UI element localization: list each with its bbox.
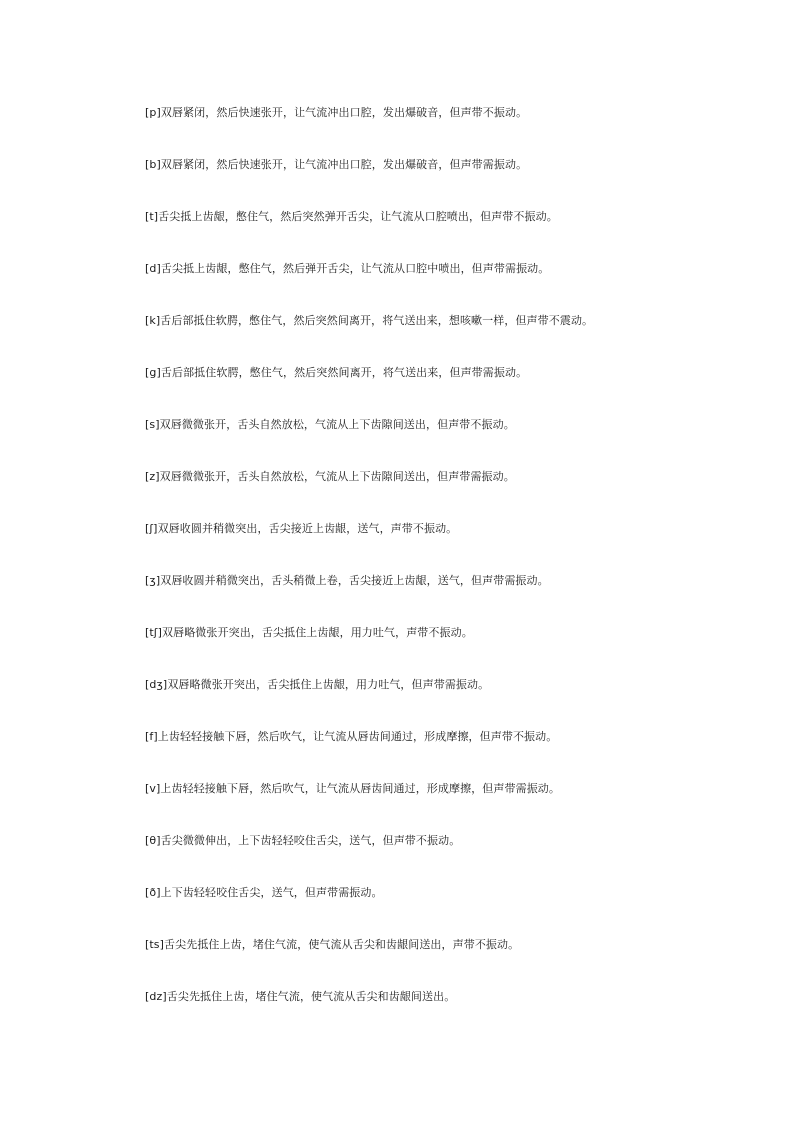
phoneme-line-z: [z]双唇微微张开，舌头自然放松，气流从上下齿隙间送出，但声带需振动。 [145,470,515,483]
phoneme-line-f: [f]上齿轻轻接触下唇，然后吹气，让气流从唇齿间通过，形成摩擦，但声带不振动。 [145,730,558,743]
phoneme-line-p: [p]双唇紧闭，然后快速张开，让气流冲出口腔，发出爆破音，但声带不振动。 [145,106,528,119]
phoneme-line-dz: [dz]舌尖先抵住上齿，堵住气流，使气流从舌尖和齿龈间送出。 [145,990,456,1003]
phoneme-line-ts: [ts]舌尖先抵住上齿，堵住气流，使气流从舌尖和齿龈间送出，声带不振动。 [145,938,520,951]
phoneme-line-g: [g]舌后部抵住软腭，憋住气，然后突然间离开，将气送出来，但声带需振动。 [145,366,528,379]
phoneme-line-sh: [ʃ]双唇收圆并稍微突出，舌尖接近上齿龈，送气，声带不振动。 [145,522,458,535]
phoneme-line-b: [b]双唇紧闭，然后快速张开，让气流冲出口腔，发出爆破音，但声带需振动。 [145,158,528,171]
phoneme-description-list [145,104,593,1040]
phoneme-line-dzh: [dʒ]双唇略微张开突出，舌尖抵住上齿龈，用力吐气，但声带需振动。 [145,678,490,691]
phoneme-line-v: [v]上齿轻轻接触下唇，然后吹气，让气流从唇齿间通过，形成摩擦，但声带需振动。 [145,782,560,795]
phoneme-line-zh: [ʒ]双唇收圆并稍微突出，舌头稍微上卷，舌尖接近上齿龈，送气，但声带需振动。 [145,574,549,587]
phoneme-line-theta: [θ]舌尖微微伸出，上下齿轻轻咬住舌尖，送气，但声带不振动。 [145,834,461,847]
phoneme-line-k: [k]舌后部抵住软腭，憋住气，然后突然间离开，将气送出来，想咳嗽一样，但声带不震动。 [145,314,594,327]
phoneme-line-eth: [ð]上下齿轻轻咬住舌尖，送气，但声带需振动。 [145,886,383,899]
phoneme-line-t: [t]舌尖抵上齿龈，憋住气，然后突然弹开舌尖，让气流从口腔喷出，但声带不振动。 [145,210,558,223]
phoneme-line-tsh: [tʃ]双唇略微张开突出，舌尖抵住上齿龈，用力吐气，声带不振动。 [145,626,473,639]
phoneme-line-s: [s]双唇微微张开，舌头自然放松，气流从上下齿隙间送出，但声带不振动。 [145,418,515,431]
phoneme-line-d: [d]舌尖抵上齿龈，憋住气，然后弹开舌尖，让气流从口腔中喷出，但声带需振动。 [145,262,550,275]
